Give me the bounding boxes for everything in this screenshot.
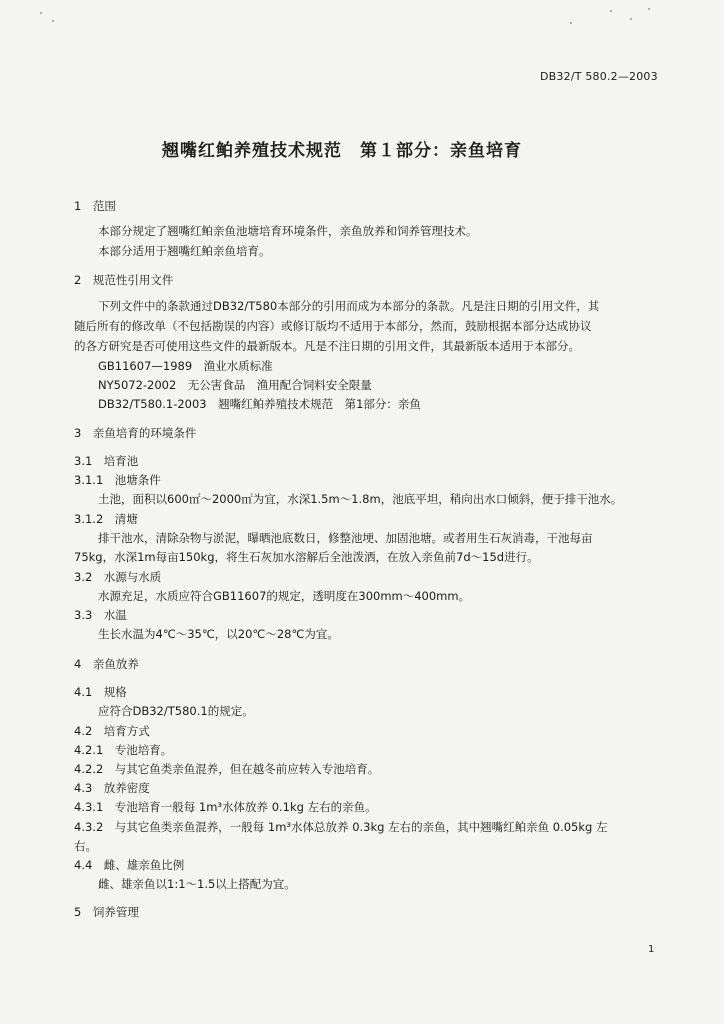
section-4-4-heading: 4.4 雌、雄亲鱼比例 [74, 858, 185, 872]
section-2-para-line-1: 下列文件中的条款通过DB32/T580本部分的引用而成为本部分的条款。凡是注日期的引用文件，其 [98, 299, 600, 313]
section-4-4-para: 雌、雄亲鱼以1:1～1.5以上搭配为宜。 [98, 877, 296, 891]
section-5-heading: 5 饲养管理 [74, 905, 139, 919]
section-3-1-2-para-line-1: 排干池水，清除杂物与淤泥，曝晒池底数日，修整池埂、加固池塘。或者用生石灰消毒，干池每亩 [98, 531, 593, 545]
section-3-3-para: 生长水温为4℃～35℃，以20℃～28℃为宜。 [98, 627, 339, 641]
section-2-heading: 2 规范性引用文件 [74, 273, 174, 287]
section-3-1-2-heading: 3.1.2 清塘 [74, 512, 138, 526]
section-4-2-2: 4.2.2 与其它鱼类亲鱼混养，但在越冬前应转入专池培育。 [74, 762, 380, 776]
section-4-heading: 4 亲鱼放养 [74, 657, 139, 671]
section-1-heading: 1 范围 [74, 199, 116, 213]
section-2-para-line-2: 随后所有的修改单（不包括勘误的内容）或修订版均不适用于本部分，然而，鼓励根据本部分达成协议 [74, 319, 592, 333]
section-4-2-heading: 4.2 培育方式 [74, 724, 150, 738]
section-3-1-1-heading: 3.1.1 池塘条件 [74, 473, 161, 487]
section-4-3-1: 4.3.1 专池培育一般每 1m³水体放养 0.1kg 左右的亲鱼。 [74, 800, 377, 814]
section-1-para-1: 本部分规定了翘嘴红鲌亲鱼池塘培育环境条件，亲鱼放养和饲养管理技术。 [98, 224, 478, 238]
section-2-para-line-3: 的各方研究是否可使用这些文件的最新版本。凡是不注日期的引用文件，其最新版本适用于本部分。 [74, 339, 580, 353]
section-4-3-2-line-2: 右。 [74, 839, 97, 853]
section-3-1-1-para: 土池，面积以600㎡～2000㎡为宜，水深1.5m～1.8m，池底平坦，稍向出水口倾斜，便于排干池水。 [98, 492, 623, 506]
section-4-1-heading: 4.1 规格 [74, 685, 127, 699]
section-1-para-2: 本部分适用于翘嘴红鲌亲鱼培育。 [98, 244, 271, 258]
section-3-2-para: 水源充足，水质应符合GB11607的规定，透明度在300mm～400mm。 [98, 589, 471, 603]
section-4-2-1: 4.2.1 专池培育。 [74, 743, 173, 757]
document-code: DB32/T 580.2—2003 [540, 70, 658, 83]
page-number: 1 [648, 944, 655, 955]
section-4-3-heading: 4.3 放养密度 [74, 781, 150, 795]
section-3-2-heading: 3.2 水源与水质 [74, 570, 162, 584]
section-3-heading: 3 亲鱼培育的环境条件 [74, 426, 197, 440]
section-3-3-heading: 3.3 水温 [74, 608, 127, 622]
page-title: 翘嘴红鲌养殖技术规范 第１部分：亲鱼培育 [162, 141, 522, 161]
reference-2: NY5072-2002 无公害食品 渔用配合饲料安全限量 [98, 378, 372, 392]
section-4-1-para: 应符合DB32/T580.1的规定。 [98, 704, 254, 718]
reference-1: GB11607—1989 渔业水质标准 [98, 359, 273, 373]
reference-3: DB32/T580.1-2003 翘嘴红鲌养殖技术规范 第1部分：亲鱼 [98, 397, 421, 411]
section-3-1-heading: 3.1 培育池 [74, 454, 139, 468]
section-3-1-2-para-line-2: 75kg，水深1m每亩150kg，将生石灰加水溶解后全池泼洒，在放入亲鱼前7d～15d进行。 [74, 550, 539, 564]
section-4-3-2-line-1: 4.3.2 与其它鱼类亲鱼混养，一般每 1m³水体总放养 0.3kg 左右的亲鱼，其中翘嘴红鲌亲鱼 0.05kg 左 [74, 820, 608, 834]
